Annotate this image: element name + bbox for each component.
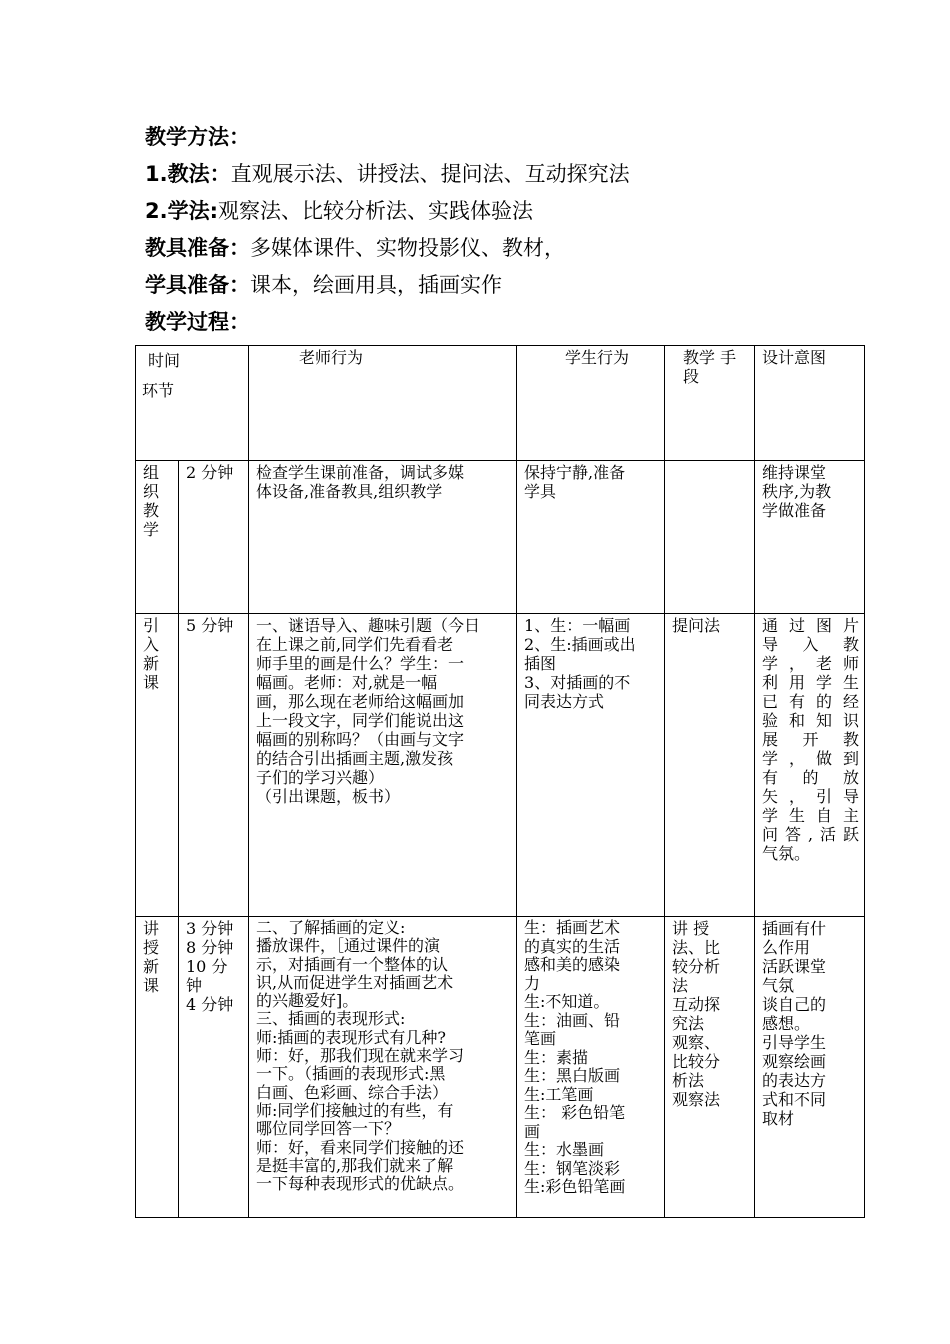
cell-text-line: 感和美的感染: [524, 955, 621, 974]
cell-text-line: 学生行为: [565, 348, 630, 367]
cell-text-line: 谈自己的: [762, 995, 827, 1014]
cell-text-line: 画，那么现在老师给这幅画加: [256, 692, 465, 711]
design-header: [755, 346, 865, 461]
cell-text-line: 插画有什: [762, 919, 827, 938]
cell-text-line: 检查学生课前准备，调试多媒: [256, 463, 465, 482]
cell-text-line: 3 分钟: [186, 919, 234, 938]
cell-text-line: 在上课之前,同学们先看看老: [256, 635, 454, 654]
teacher-action-cell: [249, 917, 517, 1218]
cell-text-line: 环节: [142, 381, 175, 400]
student-action-cell: [517, 917, 665, 1218]
cell-text-line: 2.学法:: [145, 199, 218, 223]
cell-text-line: 一下。（插画的表现形式:黑: [256, 1064, 446, 1084]
cell-text-line: 组: [143, 463, 160, 482]
learning-method-line: [145, 196, 845, 233]
cell-text-line: 时间: [148, 351, 181, 370]
cell-text-line: 法: [672, 976, 689, 995]
cell-text-line: 笔画: [524, 1029, 557, 1048]
cell-text-line: 生：水墨画: [524, 1140, 605, 1159]
cell-text-line: 钟: [186, 976, 203, 995]
student-tools-line: [145, 270, 845, 307]
cell-text-line: 提问法: [672, 616, 721, 635]
cell-text-line: 直观展示法、讲授法、提问法、互动探究法: [230, 162, 630, 186]
cell-text-line: 是挺丰富的,那我们就来了解: [256, 1155, 454, 1175]
cell-text-line: 生：油画、铅: [524, 1010, 621, 1030]
teaching-method-line: [145, 159, 845, 196]
cell-text-line: 教学过程：: [145, 310, 250, 334]
design-intent-cell: [755, 614, 865, 917]
cell-text-line: 力: [524, 973, 541, 993]
cell-text-line: 学: [143, 520, 160, 539]
cell-text-line: 生： 彩色铅笔: [524, 1103, 626, 1122]
teaching-process-table: [135, 345, 865, 1218]
cell-text-line: 5 分钟: [186, 616, 234, 635]
cell-text-line: 示，对插画有一个整体的认: [256, 954, 449, 974]
teacher-action-cell: [249, 461, 517, 614]
cell-text-line: 观察法: [672, 1090, 721, 1109]
cell-text-line: 观察、: [672, 1033, 721, 1052]
cell-text-line: 播放课件，［通过课件的演: [256, 936, 441, 956]
cell-text-line: 通过图片: [762, 616, 860, 635]
cell-text-line: 问答,活跃: [762, 825, 860, 844]
cell-text-line: 同表达方式: [524, 692, 605, 711]
cell-text-line: 展开教: [762, 730, 860, 749]
cell-text-line: 生:不知道。: [524, 992, 610, 1011]
cell-text-line: 气氛。: [762, 844, 811, 863]
cell-text-line: 白画、色彩画、综合手法）: [256, 1082, 449, 1102]
cell-text-line: 体设备,准备教具,组织教学: [256, 482, 443, 501]
means-cell: [665, 917, 755, 1218]
cell-text-line: 保持宁静,准备: [524, 463, 626, 482]
cell-text-line: 学做准备: [762, 501, 827, 520]
cell-text-line: 1.教法：: [145, 162, 231, 186]
cell-text-line: （引出课题，板书）: [256, 787, 401, 806]
table-row: [136, 917, 865, 1218]
cell-text-line: 授: [143, 938, 160, 957]
student-action-cell: [517, 614, 665, 917]
table-row: [136, 461, 865, 614]
cell-text-line: 互动探: [672, 995, 721, 1014]
cell-text-line: 学具: [524, 482, 557, 501]
cell-text-line: 三、插画的表现形式:: [256, 1009, 406, 1029]
cell-text-line: 学具准备：: [145, 273, 250, 297]
teacher-action-cell: [249, 614, 517, 917]
cell-text-line: 气氛: [762, 976, 795, 995]
student-header: [517, 346, 665, 461]
cell-text-line: 2、生:插画或出: [524, 635, 636, 654]
cell-text-line: 4 分钟: [186, 995, 234, 1014]
time-cell: [179, 614, 249, 917]
cell-text-line: 法、比: [672, 938, 721, 957]
cell-text-line: 维持课堂: [762, 463, 827, 482]
cell-text-line: 感想。: [762, 1014, 811, 1033]
cell-text-line: 教学方法：: [145, 125, 250, 149]
cell-text-line: 验和知识: [762, 711, 860, 730]
cell-text-line: 生：钢笔淡彩: [524, 1158, 621, 1178]
cell-text-line: 师:插画的表现形式有几种?: [256, 1027, 446, 1047]
cell-text-line: 的结合引出插画主题,激发孩: [256, 749, 454, 768]
stage-cell: [136, 461, 179, 614]
cell-text-line: 讲: [143, 919, 160, 938]
cell-text-line: 么作用: [762, 938, 811, 957]
cell-text-line: 活跃课堂: [762, 957, 827, 976]
cell-text-line: 课: [143, 673, 160, 692]
cell-text-line: 10 分: [186, 957, 228, 976]
cell-text-line: 师：好，那我们现在就来学习: [256, 1046, 465, 1066]
cell-text-line: 识,从而促进学生对插画艺术: [256, 972, 454, 992]
methods-heading: [145, 122, 845, 159]
cell-text-line: 师：好，看来同学们接触的还: [256, 1137, 465, 1157]
cell-text-line: 设计意图: [762, 348, 827, 367]
cell-text-line: 观察绘画: [762, 1052, 827, 1071]
cell-text-line: 教: [143, 501, 160, 520]
cell-text-line: 的表达方: [762, 1071, 827, 1090]
cell-text-line: 幅画。老师：对,就是一幅: [256, 673, 438, 692]
cell-text-line: 8 分钟: [186, 938, 234, 957]
cell-text-line: 取材: [762, 1109, 795, 1128]
cell-text-line: 的兴趣爱好]。: [256, 991, 359, 1011]
means-header: [665, 346, 755, 461]
cell-text-line: 学，做到: [762, 749, 860, 768]
cell-text-line: 析法: [672, 1071, 705, 1090]
cell-text-line: 的真实的生活: [524, 936, 621, 956]
cell-text-line: 新: [143, 957, 160, 976]
header-row: [136, 346, 865, 461]
time-cell: [179, 461, 249, 614]
cell-text-line: 老师行为: [299, 348, 364, 367]
cell-text-line: 矢，引导: [762, 787, 860, 806]
cell-text-line: 秩序,为教: [762, 482, 832, 501]
cell-text-line: 生：插画艺术: [524, 918, 621, 937]
process-heading: [145, 307, 845, 344]
stage-cell: [136, 917, 179, 1218]
cell-text-line: 学生自主: [762, 806, 860, 825]
design-intent-cell: [755, 461, 865, 614]
teaching-methods-section: [145, 122, 845, 344]
cell-text-line: 生：素描: [524, 1047, 589, 1067]
cell-text-line: 利用学生: [762, 673, 860, 692]
cell-text-line: 课: [143, 976, 160, 995]
time-stage-header: [136, 346, 249, 461]
cell-text-line: 一下每种表现形式的优缺点。: [256, 1174, 465, 1194]
cell-text-line: 画: [524, 1121, 541, 1141]
cell-text-line: 上一段文字，同学们能说出这: [256, 711, 465, 730]
cell-text-line: 讲 授: [672, 919, 710, 938]
cell-text-line: 子们的学习兴趣）: [256, 768, 385, 787]
cell-text-line: 观察法、比较分析法、实践体验法: [218, 199, 533, 223]
cell-text-line: 1、生：一幅画: [524, 616, 631, 635]
cell-text-line: 师手里的画是什么？学生：一: [256, 654, 465, 673]
cell-text-line: 生：黑白版画: [524, 1066, 621, 1085]
cell-text-line: 二、了解插画的定义:: [256, 918, 406, 937]
stage-cell: [136, 614, 179, 917]
cell-text-line: 究法: [672, 1014, 705, 1033]
cell-text-line: 有的放: [762, 768, 860, 787]
cell-text-line: 哪位同学回答一下？: [256, 1119, 401, 1139]
cell-text-line: 幅画的别称吗？（由画与文字: [256, 730, 465, 749]
cell-text-line: 2 分钟: [186, 463, 234, 482]
cell-text-line: 生:工笔画: [524, 1084, 594, 1104]
cell-text-line: 插图: [524, 654, 557, 673]
cell-text-line: 较分析: [672, 957, 721, 976]
cell-text-line: 引: [143, 616, 160, 635]
means-cell: [665, 614, 755, 917]
cell-text-line: 学，老师: [762, 654, 860, 673]
design-intent-cell: [755, 917, 865, 1218]
cell-text-line: 生:彩色铅笔画: [524, 1177, 626, 1196]
cell-text-line: 式和不同: [762, 1090, 827, 1109]
cell-text-line: 教具准备：: [145, 236, 250, 260]
cell-text-line: 比较分: [672, 1052, 721, 1071]
cell-text-line: 3、对插画的不: [524, 673, 631, 692]
cell-text-line: 多媒体课件、实物投影仪、教材，: [250, 236, 565, 260]
teacher-header: [249, 346, 517, 461]
table-row: [136, 614, 865, 917]
cell-text-line: 师:同学们接触过的有些，有: [256, 1100, 454, 1120]
teacher-tools-line: [145, 233, 845, 270]
cell-text-line: 新: [143, 654, 160, 673]
student-action-cell: [517, 461, 665, 614]
cell-text-line: 已有的经: [762, 692, 860, 711]
cell-text-line: 教学 手段: [683, 348, 737, 386]
cell-text-line: 导入教: [762, 635, 860, 654]
cell-text-line: 引导学生: [762, 1033, 827, 1052]
cell-text-line: 入: [143, 635, 160, 654]
means-cell: [665, 461, 755, 614]
cell-text-line: 织: [143, 482, 160, 501]
time-cell: [179, 917, 249, 1218]
cell-text-line: 一、谜语导入、趣味引题（今日: [256, 616, 481, 635]
cell-text-line: 课本，绘画用具，插画实作: [250, 273, 502, 297]
